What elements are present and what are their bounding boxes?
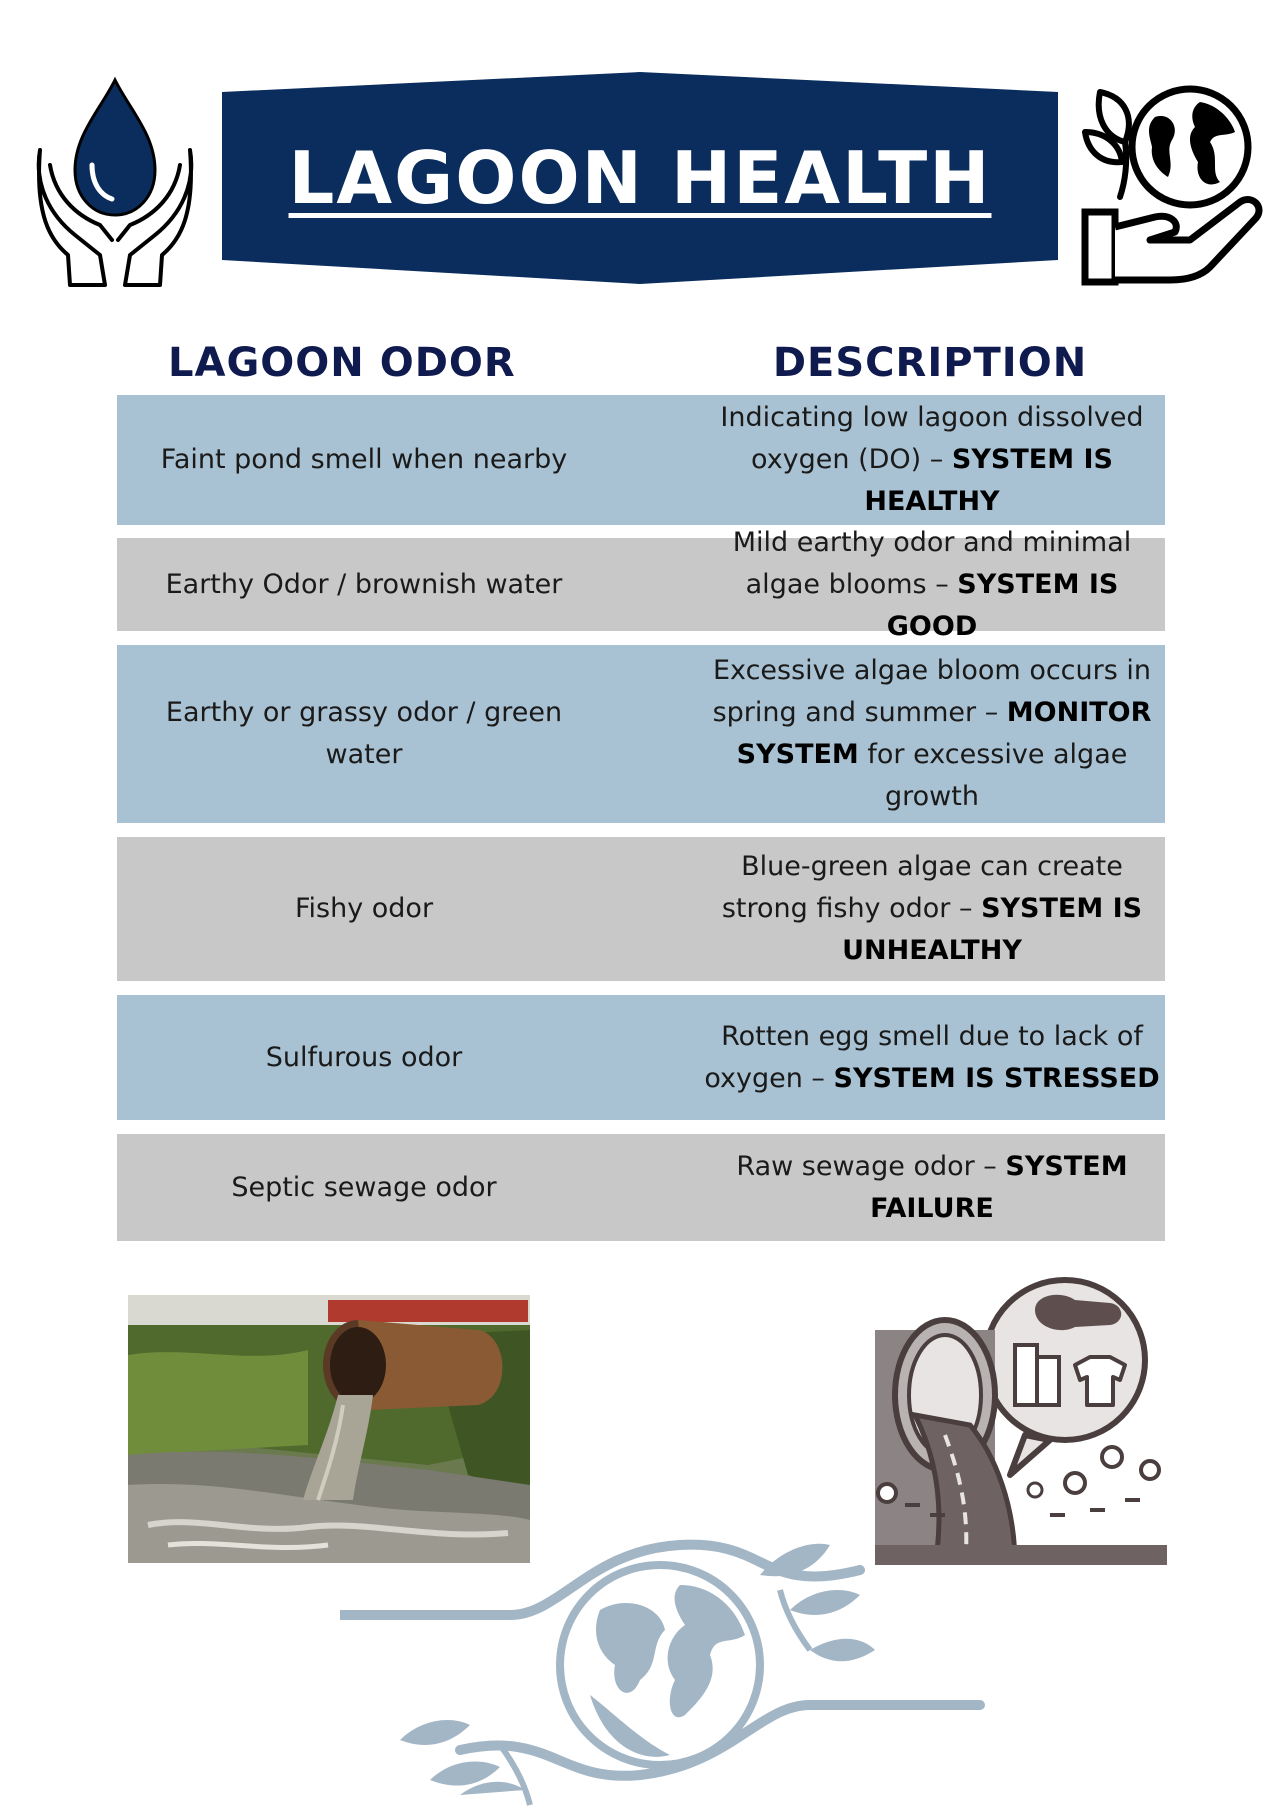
description-cell: Mild earthy odor and minimal algae blooms – SYSTEM IS GOOD bbox=[732, 526, 1132, 642]
odor-cell: Faint pond smell when nearby bbox=[160, 444, 568, 475]
odor-cell: Septic sewage odor bbox=[231, 1171, 497, 1203]
table-row bbox=[117, 1134, 1165, 1241]
odor-cell: Earthy or grassy odor / green water bbox=[165, 697, 563, 770]
table-row bbox=[117, 837, 1165, 981]
odor-cell: Earthy Odor / brownish water bbox=[165, 568, 563, 600]
status-text: SYSTEM IS GOOD bbox=[886, 568, 1119, 642]
status-text: SYSTEM IS STRESSED bbox=[833, 1062, 1160, 1094]
earth-in-hand-icon bbox=[1080, 82, 1270, 287]
globe-with-leaves-icon bbox=[340, 1515, 985, 1807]
table-row bbox=[117, 395, 1165, 525]
description-cell: Blue-green algae can create strong fishy odor – SYSTEM IS UNHEALTHY bbox=[721, 851, 1143, 966]
description-cell: Rotten egg smell due to lack of oxygen – SYSTEM IS STRESSED bbox=[704, 1020, 1160, 1094]
status-text: SYSTEM IS UNHEALTHY bbox=[842, 893, 1143, 966]
description-cell: Excessive algae bloom occurs in spring and summer – MONITOR SYSTEM for excessive algae growth bbox=[712, 655, 1152, 812]
water-drop-hands-icon bbox=[30, 75, 200, 290]
odor-cell: Fishy odor bbox=[294, 893, 434, 924]
description-cell: Raw sewage odor – SYSTEM FAILURE bbox=[736, 1150, 1128, 1224]
status-text: SYSTEM IS HEALTHY bbox=[864, 444, 1113, 517]
description-cell: Indicating low lagoon dissolved oxygen (DO) – SYSTEM IS HEALTHY bbox=[720, 402, 1144, 517]
odor-cell: Sulfurous odor bbox=[265, 1041, 463, 1073]
table-row bbox=[117, 645, 1165, 823]
table-row bbox=[117, 526, 1165, 642]
title-banner bbox=[222, 70, 1058, 286]
page-title: LAGOON HEALTH bbox=[288, 136, 992, 220]
column-heading-odor: LAGOON ODOR bbox=[168, 340, 516, 386]
status-text: SYSTEM FAILURE bbox=[870, 1150, 1128, 1224]
status-text: MONITOR SYSTEM bbox=[736, 697, 1152, 770]
table-row bbox=[117, 995, 1165, 1120]
column-heading-description: DESCRIPTION bbox=[772, 340, 1088, 386]
